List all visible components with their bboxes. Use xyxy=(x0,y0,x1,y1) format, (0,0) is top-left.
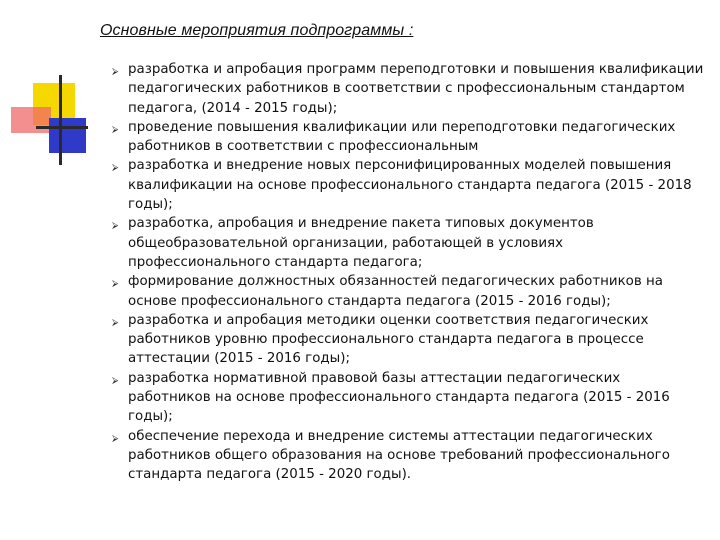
blue-square xyxy=(49,118,86,153)
vertical-line xyxy=(59,75,62,165)
arrow-bullet-icon: ⮚ xyxy=(112,279,119,290)
pink-square xyxy=(11,107,51,133)
list-item-text: проведение повышения квалификации или переподготовки педагогических работников в соответствии с профессиональным xyxy=(128,119,676,155)
list-item xyxy=(100,272,705,311)
list-item-text: разработка и апробация программ переподготовки и повышения квалификации педагогических работников в соответствии с профессиональным стандартом педагога, (2014 - 2015 годы); xyxy=(128,62,704,116)
horizontal-line xyxy=(36,126,88,129)
arrow-bullet-icon: ⮚ xyxy=(112,317,119,328)
list-item-text: разработка, апробация и внедрение пакета типовых документов общеобразовательной организации, работающей в условиях профессионального стандарта педагога; xyxy=(128,216,594,270)
list-item xyxy=(100,60,705,118)
list-item xyxy=(100,369,705,427)
list-item xyxy=(100,427,705,485)
arrow-bullet-icon: ⮚ xyxy=(112,124,119,135)
arrow-bullet-icon: ⮚ xyxy=(112,163,119,174)
decorative-squares xyxy=(0,0,100,170)
arrow-bullet-icon: ⮚ xyxy=(112,375,119,386)
list-item xyxy=(100,214,705,272)
list-item-text: формирование должностных обязанностей педагогических работников на основе профессионального стандарта педагога (2015 - 2016 годы); xyxy=(128,274,663,309)
list-item xyxy=(100,311,705,369)
list-item-text: разработка и апробация методики оценки соответствия педагогических работников уровню профессионального стандарта педагога в процессе аттестации (2015 - 2016 годы); xyxy=(128,312,649,367)
list-item xyxy=(100,156,705,214)
list-item-text: разработка нормативной правовой базы аттестации педагогических работников на основе профессионального стандарта педагога (2015 - 2016 годы); xyxy=(128,370,670,425)
arrow-bullet-icon: ⮚ xyxy=(112,67,119,77)
arrow-bullet-icon: ⮚ xyxy=(112,433,119,444)
list-item-text: разработка и внедрение новых персонифицированных моделей повышения квалификации на основе профессионального стандарта педагога (2015 - 2018 годы); xyxy=(128,158,692,213)
list-item-text: обеспечение перехода и внедрение системы аттестации педагогических работников общего образования на основе требований профессионального стандарта педагога (2015 - 2020 годы). xyxy=(128,428,670,483)
list-item xyxy=(100,118,705,157)
arrow-bullet-icon: ⮚ xyxy=(112,221,119,232)
measures-list xyxy=(100,60,705,485)
page-title: Основные мероприятия подпрограммы : xyxy=(100,22,414,39)
